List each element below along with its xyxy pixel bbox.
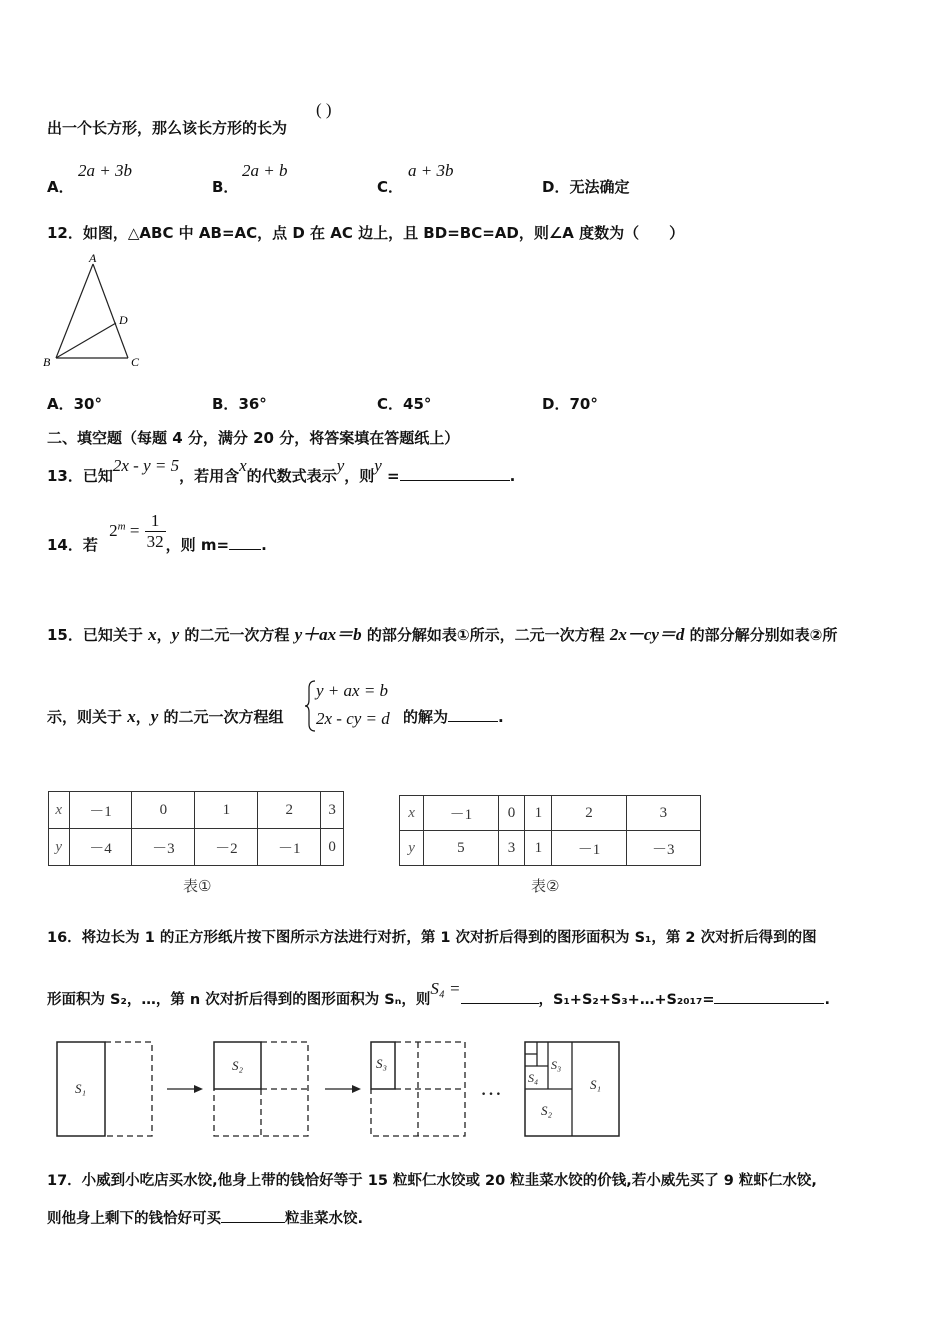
table-2 — [399, 795, 701, 866]
q13-equation: 2x - y = 5 — [112, 456, 180, 475]
q12-label-b: B — [43, 355, 51, 369]
q11-option-d-label: D． — [542, 178, 570, 196]
q11-stem-text: 出一个长方形，那么该长方形的长为 — [47, 119, 288, 137]
q12-label-c: C — [131, 355, 140, 369]
table-row: x －1 0 1 2 3 — [400, 796, 701, 831]
q12-triangle-figure — [40, 252, 150, 372]
q14-fraction: $\frac{1}{32}$ — [146, 511, 164, 551]
q16-fig-s1-a: S₁ — [75, 1081, 87, 1096]
q16-fig-s2-b: S₂ — [541, 1103, 553, 1118]
q12-label-a: A — [89, 252, 97, 265]
q15-line1: 15．已知关于 x，y 的二元一次方程 y＋ax＝b 的部分解如表①所示，二元一次方程 2x－cy＝d 的部分解分别如表②所 — [47, 625, 838, 644]
q11-option-a-expr: 2a + 3b — [78, 161, 132, 180]
q16-fig-dots: … — [480, 1075, 502, 1100]
q14: 14．若 $2^m$ = $\frac{1}{32}$ ，则 m= . — [47, 511, 267, 554]
q17-answer-blank[interactable] — [221, 1208, 285, 1223]
q11-option-c-expr: a + 3b — [408, 161, 454, 180]
q16-line1: 16．将边长为 1 的正方形纸片按下图所示方法进行对折，第 1 次对折后得到的图形面积为 S₁，第 2 次对折后得到的图 — [47, 930, 817, 946]
q16-fig-s1-b: S₁ — [590, 1077, 602, 1092]
q16-answer-blank-1[interactable] — [461, 989, 539, 1004]
q16-line2: 形面积为 S₂，…，第 n 次对折后得到的图形面积为 Sₙ，则S₄ =，S₁+S₂+S₃+…+S₂₀₁₇= . — [47, 979, 830, 1008]
q12-label-d: D — [119, 313, 128, 327]
q16-fig-s4: S₄ — [528, 1071, 539, 1085]
q12-option-d: D．70° — [542, 395, 598, 413]
table-row: y 5 3 1 －1 －3 — [400, 831, 701, 866]
q16-fig-s3-b: S₃ — [551, 1058, 562, 1072]
q16-folding-figure — [50, 1035, 630, 1143]
q12-option-b: B．36° — [212, 395, 267, 413]
q16-answer-blank-2[interactable] — [714, 989, 824, 1004]
q16-fig-s2-a: S₂ — [232, 1058, 244, 1073]
q12-stem: 12．如图，△ABC 中 AB=AC，点 D 在 AC 边上，且 BD=BC=AD，则∠A 度数为（ ） — [47, 224, 685, 242]
q16-fig-s3-a: S₃ — [376, 1056, 388, 1071]
table-2-caption: 表② — [531, 877, 560, 895]
q13: 13．已知2x - y = 5，若用含x的代数式表示y，则y = . — [47, 456, 516, 485]
q12-option-c: C．45° — [377, 395, 432, 413]
q11-option-b-label: B． — [212, 178, 239, 196]
q17-line1: 17．小威到小吃店买水饺,他身上带的钱恰好等于 15 粒虾仁水饺或 20 粒韭菜水饺的价钱,若小威先买了 9 粒虾仁水饺, — [47, 1173, 817, 1189]
q14-answer-blank[interactable] — [229, 535, 261, 550]
q15-system-eq1: y + ax = b — [316, 681, 389, 700]
table-row: y －4 －3 －2 －1 0 — [49, 829, 344, 866]
table-1 — [48, 791, 344, 866]
q15-line2-end: 的解为 . — [403, 708, 504, 726]
q11-stem — [47, 117, 287, 138]
table-1-caption: 表① — [183, 877, 212, 895]
q11-option-b-expr: 2a + b — [242, 161, 288, 180]
q15-answer-blank[interactable] — [448, 707, 498, 722]
q17-line2: 则他身上剩下的钱恰好可买 粒韭菜水饺. — [47, 1207, 363, 1228]
table-row: x －1 0 1 2 3 — [49, 792, 344, 829]
q13-answer-blank[interactable] — [400, 466, 510, 481]
q11-option-c-label: C． — [377, 178, 404, 196]
q11-option-d — [542, 176, 629, 197]
q11-paren: ( ) — [316, 100, 332, 119]
q11-option-d-text: 无法确定 — [569, 178, 630, 196]
q11-option-a-label: A． — [47, 178, 74, 196]
q16-s4: S₄ = — [430, 979, 461, 998]
section-heading: 二、填空题（每题 4 分，满分 20 分，将答案填在答题纸上） — [47, 429, 460, 447]
q15-system-eq2: 2x - cy = d — [316, 709, 390, 728]
q15-line2: 示，则关于 x，y 的二元一次方程组 — [47, 707, 284, 726]
q12-option-a: A．30° — [47, 395, 102, 413]
